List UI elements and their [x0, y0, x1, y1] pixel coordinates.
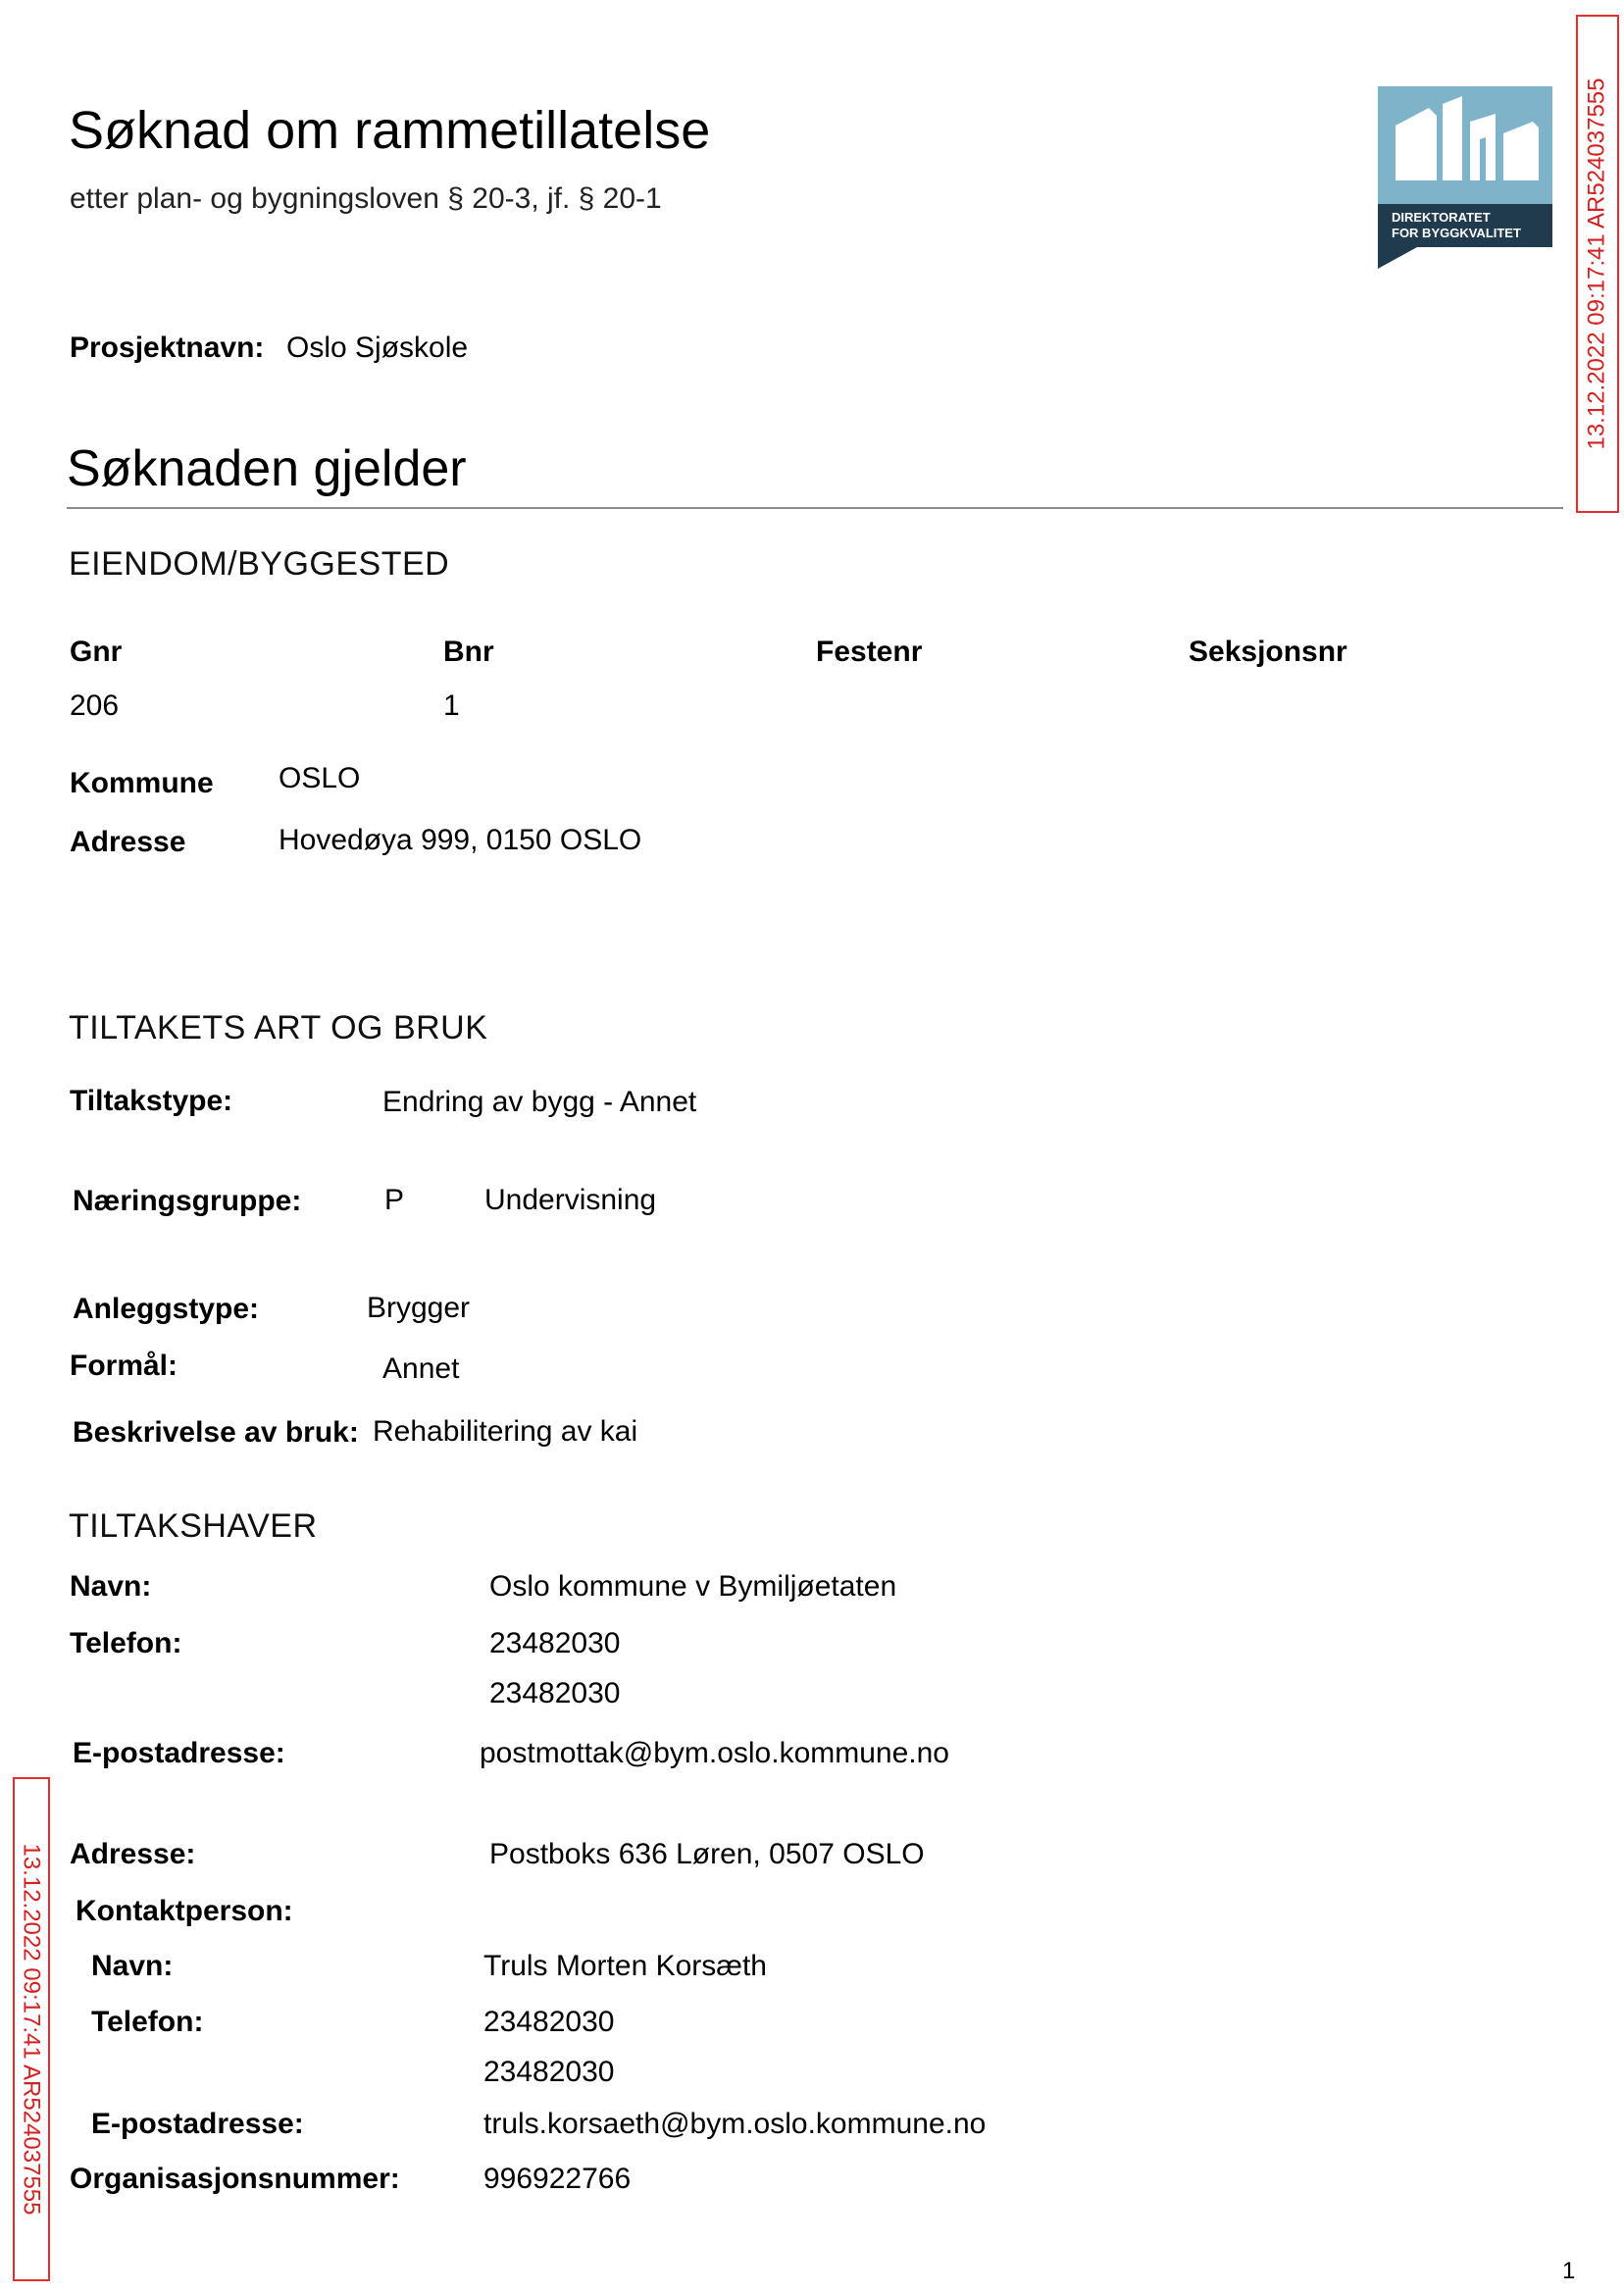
kommune-value: OSLO [279, 762, 361, 794]
kontakt-telefon-value-2: 23482030 [483, 2056, 615, 2088]
project-name-label: Prosjektnavn: [70, 331, 265, 364]
seksjonsnr-label: Seksjonsnr [1189, 636, 1347, 668]
tiltakshaver-navn-value: Oslo kommune v Bymiljøetaten [489, 1570, 897, 1603]
formal-value: Annet [382, 1352, 460, 1385]
page-number: 1 [1562, 2258, 1576, 2284]
document-title: Søknad om rammetillatelse [69, 101, 711, 160]
adresse-label: Adresse [70, 826, 186, 858]
tiltakshaver-telefon-value-2: 23482030 [489, 1677, 621, 1709]
dibk-logo [1378, 86, 1552, 275]
kontakt-navn-label: Navn: [91, 1950, 174, 1982]
kontakt-telefon-label: Telefon: [91, 2006, 204, 2038]
bnr-label: Bnr [443, 636, 494, 668]
kommune-label: Kommune [70, 767, 214, 799]
project-name-value: Oslo Sjøskole [286, 331, 469, 364]
section-divider [67, 507, 1563, 509]
kontakt-epost-value: truls.korsaeth@bym.oslo.kommune.no [483, 2108, 987, 2140]
timestamp-stamp-left: 13.12.2022 09:17:41 AR524037555 [13, 1777, 50, 2281]
tiltakshaver-epost-label: E-postadresse: [73, 1737, 285, 1769]
naeringsgruppe-label: Næringsgruppe: [73, 1185, 302, 1217]
tiltakshaver-telefon-value-1: 23482030 [489, 1627, 621, 1659]
beskrivelse-value: Rehabilitering av kai [373, 1415, 638, 1448]
tiltakshaver-navn-label: Navn: [70, 1570, 152, 1603]
logo-text: DIREKTORATET FOR BYGGKVALITET [1378, 204, 1552, 247]
tiltakstype-value: Endring av bygg - Annet [382, 1086, 697, 1118]
timestamp-stamp-right: 13.12.2022 09:17:41 AR524037555 [1576, 15, 1619, 513]
formal-label: Formål: [70, 1350, 178, 1382]
kontakt-telefon-value-1: 23482030 [483, 2006, 615, 2038]
beskrivelse-label: Beskrivelse av bruk: [73, 1416, 359, 1449]
tiltakshaver-heading: TILTAKSHAVER [69, 1507, 318, 1545]
logo-building-icon [1378, 86, 1552, 204]
document-subtitle: etter plan- og bygningsloven § 20-3, jf. § 20-1 [70, 182, 662, 215]
gnr-label: Gnr [70, 636, 123, 668]
tiltakshaver-telefon-label: Telefon: [70, 1627, 182, 1659]
kontakt-navn-value: Truls Morten Korsæth [483, 1950, 767, 1982]
kontaktperson-label: Kontaktperson: [76, 1895, 293, 1927]
orgnr-value: 996922766 [483, 2163, 632, 2195]
section-heading: Søknaden gjelder [67, 440, 467, 497]
eiendom-heading: EIENDOM/BYGGESTED [69, 545, 450, 583]
naeringsgruppe-code: P [384, 1184, 405, 1216]
tiltakshaver-adresse-label: Adresse: [70, 1838, 196, 1870]
festenr-label: Festenr [816, 636, 923, 668]
anleggstype-value: Brygger [367, 1292, 471, 1324]
gnr-value: 206 [70, 689, 120, 722]
tiltakshaver-adresse-value: Postboks 636 Løren, 0507 OSLO [489, 1838, 925, 1870]
tiltakshaver-epost-value: postmottak@bym.oslo.kommune.no [480, 1737, 949, 1769]
naeringsgruppe-value: Undervisning [484, 1184, 657, 1216]
tiltak-heading: TILTAKETS ART OG BRUK [69, 1009, 488, 1046]
kontakt-epost-label: E-postadresse: [91, 2108, 304, 2140]
anleggstype-label: Anleggstype: [73, 1293, 260, 1325]
tiltakstype-label: Tiltakstype: [70, 1085, 233, 1117]
logo-flag-icon [1378, 247, 1417, 269]
adresse-value: Hovedøya 999, 0150 OSLO [279, 824, 642, 856]
orgnr-label: Organisasjonsnummer: [70, 2163, 400, 2195]
bnr-value: 1 [443, 689, 460, 722]
